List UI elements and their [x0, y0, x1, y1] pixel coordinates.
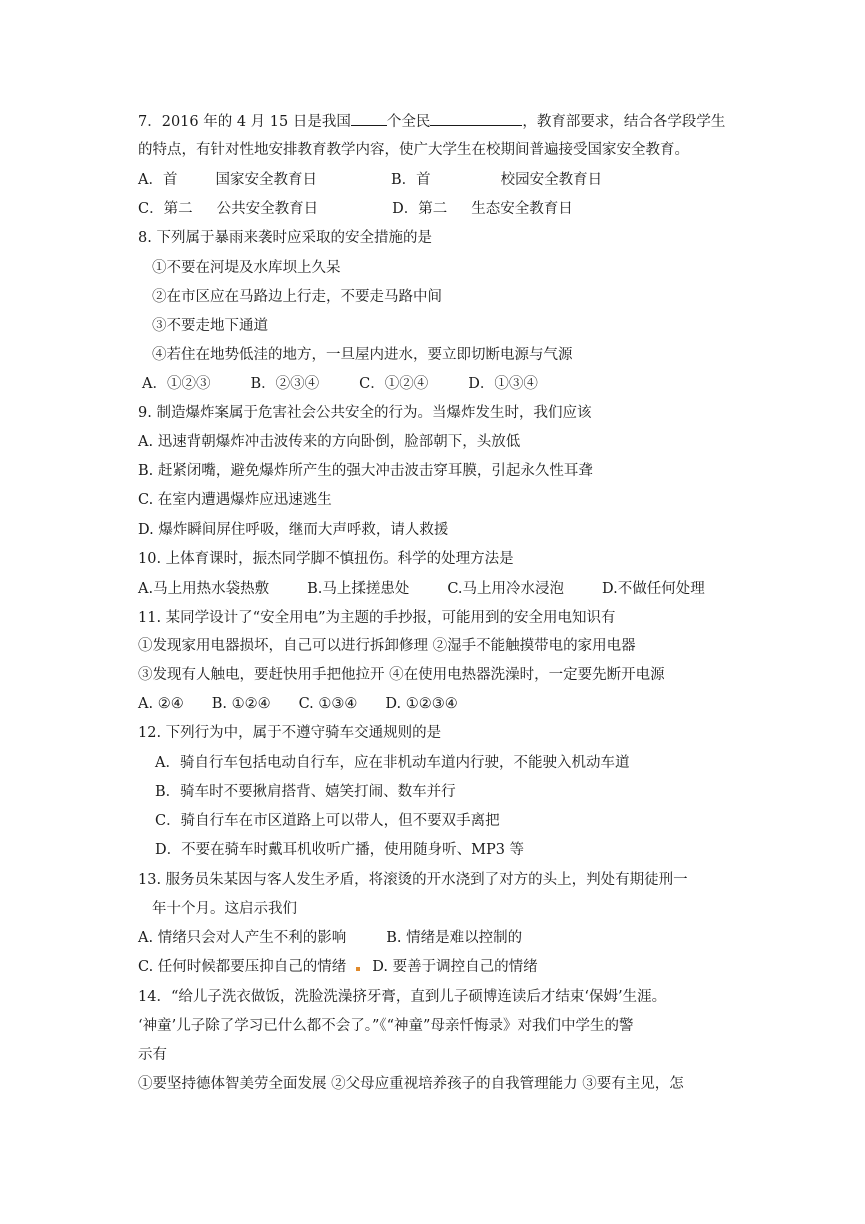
q7-line1: [138, 111, 725, 132]
q14-line-1: 14．“给儿子洗衣做饭，洗脸洗澡挤牙膏，直到儿子硕博连读后才结束‘保姆’生涯。: [138, 989, 667, 1005]
q7-option-b-label: B．首: [390, 172, 431, 188]
q8-item-3: ③不要走地下通道: [152, 318, 268, 334]
q13-option-b: B. 情绪是难以控制的: [386, 930, 523, 946]
q14-line-4: ①要坚持德体智美劳全面发展 ②父母应重视培养孩子的自我管理能力 ③要有主见，怎: [138, 1076, 684, 1092]
q7-line2: 的特点，有针对性地安排教育教学内容，使广大学生在校期间普遍接受国家安全教育。: [138, 142, 689, 158]
q12-option-c: C．骑自行车在市区道路上可以带人，但不要双手离把: [155, 813, 500, 829]
q11-option-a: A. ②④: [138, 696, 184, 712]
q12-stem: 12. 下列行为中，属于不遵守骑车交通规则的是: [138, 725, 442, 741]
q9-option-a: A. 迅速背朝爆炸冲击波传来的方向卧倒，脸部朝下，头放低: [138, 434, 521, 450]
q10-options: [138, 579, 705, 599]
q8-option-b: B．②③④: [250, 376, 320, 392]
q11-stem: 11. 某同学设计了“安全用电”为主题的手抄报，可能用到的安全用电知识有: [138, 610, 616, 626]
q8-options: [142, 374, 538, 394]
q7-option-c-label: C．第二: [138, 201, 193, 217]
q9-option-d: D. 爆炸瞬间屏住呼吸，继而大声呼救，请人救援: [138, 522, 449, 538]
q10-option-b: B.马上揉搓患处: [307, 581, 410, 597]
q14-line-2: ‘神童’儿子除了学习已什么都不会了。”《“神童”母亲忏悔录》对我们中学生的警: [138, 1018, 634, 1034]
q7-options-cd: [138, 199, 573, 219]
q8-item-1: ①不要在河堤及水库坝上久呆: [152, 260, 341, 276]
q11-option-d: D. ①②③④: [385, 696, 458, 712]
q13-option-a: A. 情绪只会对人产生不利的影响: [138, 930, 347, 946]
q11-line-2: ③发现有人触电，要赶快用手把他拉开 ④在使用电热器洗澡时，一定要先断开电源: [138, 667, 665, 683]
q7-blank-1[interactable]: [351, 111, 387, 126]
q13-options-cd: [138, 957, 538, 977]
q13-option-c: C. 任何时候都要压抑自己的情绪: [138, 959, 347, 975]
q8-option-a: A．①②③: [142, 376, 211, 392]
q11-option-c: C. ①③④: [298, 696, 358, 712]
q7-option-c-text: 公共安全教育日: [216, 201, 319, 217]
q8-item-4: ④若住在地势低洼的地方，一旦屋内进水，要立即切断电源与气源: [152, 347, 573, 363]
q11-line-1: ①发现家用电器损坏，自己可以进行拆卸修理 ②湿手不能触摸带电的家用电器: [138, 638, 636, 654]
q12-option-a: A．骑自行车包括电动自行车，应在非机动车道内行驶，不能驶入机动车道: [155, 755, 630, 771]
q10-option-c: C.马上用冷水浸泡: [447, 581, 565, 597]
q14-line-3: 示有: [138, 1047, 167, 1063]
q7-text-a: 7．2016 年的 4 月 15 日是我国: [138, 114, 351, 130]
q13-options-ab: [138, 928, 522, 948]
q13-stem-line1: 13. 服务员朱某因与客人发生矛盾，将滚烫的开水浇到了对方的头上，判处有期徒刑一: [138, 872, 688, 888]
q7-option-a-label: A．首: [138, 172, 178, 188]
q7-option-b-text: 校园安全教育日: [500, 172, 603, 188]
orange-mark-icon: [356, 967, 360, 971]
q7-text-b: 个全民: [386, 114, 431, 130]
q9-option-b: B. 赶紧闭嘴，避免爆炸所产生的强大冲击波击穿耳膜，引起永久性耳聋: [138, 463, 593, 479]
q7-option-a-text: 国家安全教育日: [215, 172, 317, 188]
q12-option-b: B．骑车时不要揪肩搭背、嬉笑打闹、数车并行: [155, 784, 456, 800]
q10-stem: 10. 上体育课时，振杰同学脚不慎扭伤。科学的处理方法是: [138, 551, 514, 567]
q8-item-2: ②在市区应在马路边上行走，不要走马路中间: [152, 289, 442, 305]
q8-option-c: C．①②④: [359, 376, 429, 392]
q7-text-c: ，教育部要求，结合各学段学生: [522, 114, 726, 130]
q7-blank-2[interactable]: [430, 111, 522, 126]
q7-option-d-text: 生态安全教育日: [471, 201, 573, 217]
q8-stem: 8. 下列属于暴雨来袭时应采取的安全措施的是: [138, 230, 432, 246]
q7-option-d-label: D．第二: [392, 201, 448, 217]
q11-options: [138, 694, 458, 714]
q12-option-d: D．不要在骑车时戴耳机收听广播，使用随身听、MP3 等: [155, 842, 525, 858]
q10-option-d: D.不做任何处理: [602, 581, 705, 597]
q13-option-d: D. 要善于调控自己的情绪: [372, 959, 538, 975]
q9-option-c: C. 在室内遭遇爆炸应迅速逃生: [138, 492, 332, 508]
q7-options-ab: [138, 170, 602, 190]
q13-stem-line2: 年十个月。这启示我们: [152, 901, 297, 917]
q10-option-a: A.马上用热水袋热敷: [138, 581, 270, 597]
q8-option-d: D．①③④: [468, 376, 538, 392]
q9-stem: 9. 制造爆炸案属于危害社会公共安全的行为。当爆炸发生时，我们应该: [138, 405, 592, 421]
q11-option-b: B. ①②④: [211, 696, 271, 712]
